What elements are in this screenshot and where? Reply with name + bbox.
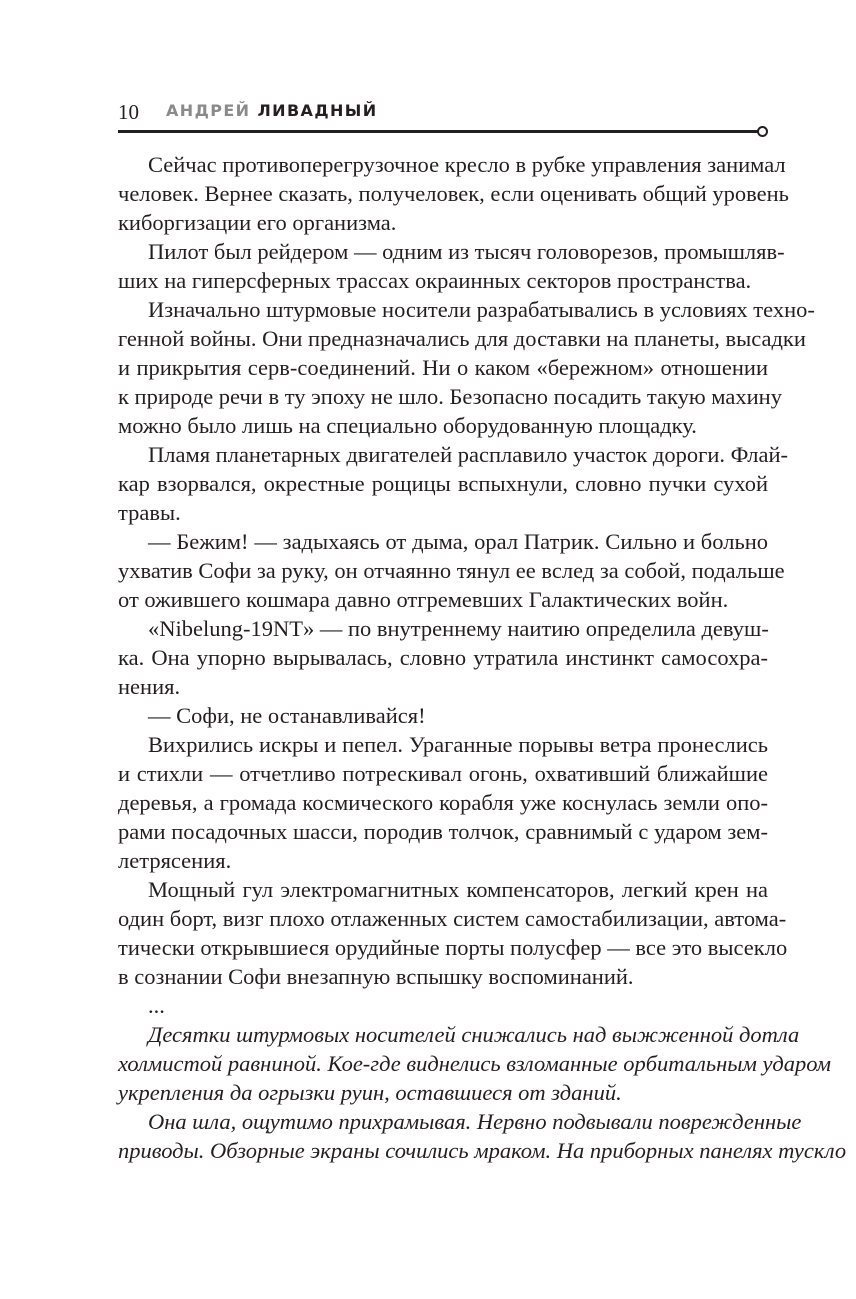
running-header <box>118 96 768 130</box>
text-line: деревья, а громада космического корабля уже коснулась земли опо- <box>118 790 768 815</box>
text-line: к природе речи в ту эпоху не шло. Безопасно посадить такую махину <box>118 384 782 409</box>
body-text <box>118 150 847 1165</box>
text-line: человек. Вернее сказать, получеловек, если оценивать общий уровень <box>118 181 789 206</box>
text-line: укрепления да огрызки руин, оставшиеся от зданий. <box>118 1080 622 1105</box>
text-line: кар взорвался, окрестные рощицы вспыхнули, словно пучки сухой <box>118 471 768 496</box>
text-line: и прикрытия серв-соединений. Ни о каком «бережном» отношении <box>118 355 768 380</box>
header-rule <box>118 130 758 133</box>
text-line: генной войны. Они предназначались для доставки на планеты, высадки <box>118 326 806 351</box>
paragraph <box>118 701 768 730</box>
text-line: холмистой равниной. Кое-где виднелись взломанные орбитальным ударом <box>118 1051 832 1076</box>
text-line: — Софи, не останавливайся! <box>148 703 426 728</box>
text-line: «Nibelung-19NT» — по внутреннему наитию определила девуш- <box>148 616 769 641</box>
paragraph <box>118 730 768 875</box>
paragraph <box>118 237 785 295</box>
paragraph <box>118 1107 847 1165</box>
text-line: Сейчас противоперегрузочное кресло в рубке управления занимал <box>148 152 786 177</box>
paragraph <box>118 440 789 527</box>
paragraph <box>118 991 768 1020</box>
text-line: Мощный гул электромагнитных компенсаторов, легкий крен на <box>148 877 768 902</box>
text-line: Изначально штурмовые носители разрабатывались в условиях техно- <box>148 297 815 322</box>
text-line: ка. Она упорно вырывалась, словно утратила инстинкт самосохра- <box>118 645 768 670</box>
text-line: нения. <box>118 674 181 699</box>
paragraph <box>118 614 768 701</box>
paragraph <box>118 875 788 991</box>
text-line: можно было лишь на специально оборудованную площадку. <box>118 413 697 438</box>
text-line: ... <box>148 993 165 1018</box>
text-line: киборгизации его организма. <box>118 210 397 235</box>
text-line: — Бежим! — задыхаясь от дыма, орал Патрик. Сильно и больно <box>148 529 768 554</box>
text-line: приводы. Обзорные экраны сочились мраком. На приборных панелях тускло <box>118 1138 847 1163</box>
text-line: ших на гиперсферных трассах окраинных секторов пространства. <box>118 268 752 293</box>
text-line: Десятки штурмовых носителей снижались над выжженной дотла <box>148 1022 800 1047</box>
text-line: от ожившего кошмара давно отгремевших Галактических войн. <box>118 587 729 612</box>
text-line: и стихли — отчетливо потрескивал огонь, охвативший ближайшие <box>118 761 768 786</box>
paragraph <box>118 1020 832 1107</box>
text-line: один борт, визг плохо отлаженных систем самостабилизации, автома- <box>118 906 787 931</box>
page-number: 10 <box>118 100 139 124</box>
text-line: Она шла, ощутимо прихрамывая. Нервно подвывали поврежденные <box>148 1109 802 1134</box>
author-name <box>166 101 378 120</box>
text-line: Пилот был рейдером — одним из тысяч головорезов, промышляв- <box>148 239 785 264</box>
text-line: Пламя планетарных двигателей расплавило участок дороги. Флай- <box>148 442 789 467</box>
text-line: летрясения. <box>118 848 232 873</box>
text-line: травы. <box>118 500 181 525</box>
author-first-name: АНДРЕЙ <box>166 101 251 120</box>
paragraph <box>118 527 785 614</box>
author-last-name: ЛИВАДНЫЙ <box>257 101 378 120</box>
header-rule-circle-ornament <box>757 126 768 137</box>
text-line: в сознании Софи внезапную вспышку воспоминаний. <box>118 964 634 989</box>
text-line: Вихрились искры и пепел. Ураганные порывы ветра пронеслись <box>148 732 768 757</box>
text-line: тически открывшиеся орудийные порты полусфер — все это высекло <box>118 935 788 960</box>
paragraph <box>118 295 815 440</box>
paragraph <box>118 150 789 237</box>
text-line: рами посадочных шасси, породив толчок, сравнимый с ударом зем- <box>118 819 768 844</box>
text-line: ухватив Софи за руку, он отчаянно тянул ее вслед за собой, подальше <box>118 558 785 583</box>
